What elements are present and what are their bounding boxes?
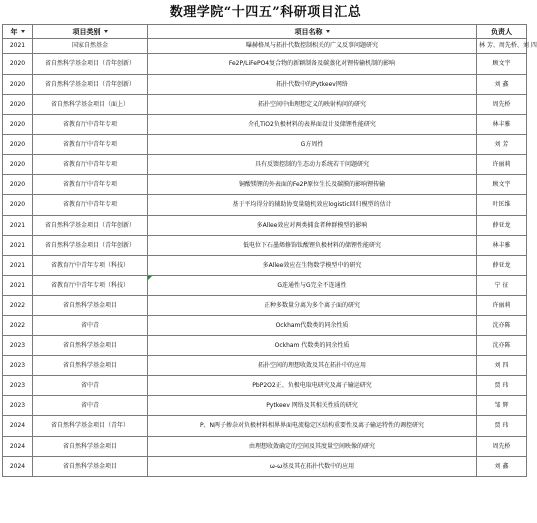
project-name-cell[interactable]: 铜酸镁锂的外表面的Fe2P原位生长及碳膜的影响锂传输 xyxy=(148,175,477,195)
table-row xyxy=(3,336,527,356)
table-row xyxy=(3,457,527,477)
category-cell[interactable]: 省自然科学基金项目（青年创新） xyxy=(33,216,148,236)
leader-cell[interactable]: 薛亚龙 xyxy=(477,216,527,236)
year-cell[interactable]: 2023 xyxy=(3,376,33,396)
category-cell[interactable]: 省自然科学基金项目（青年创新） xyxy=(33,75,148,95)
leader-cell[interactable]: 林丰雅 xyxy=(477,236,527,256)
year-cell[interactable]: 2020 xyxy=(3,155,33,175)
table-row xyxy=(3,54,527,75)
table-row xyxy=(3,396,527,416)
leader-cell[interactable]: 叶匡维 xyxy=(477,195,527,216)
category-cell[interactable]: 省教育厅中青年专项 xyxy=(33,175,148,195)
category-cell[interactable]: 省教育厅中青年专项（科技） xyxy=(33,256,148,276)
project-name-cell[interactable]: 拓扑空间中曲理想定义的映射构问的研究 xyxy=(148,95,477,115)
project-name-cell[interactable]: 低电位下石墨烯修饰钛酸锂负极材料的储锂性能研究 xyxy=(148,236,477,256)
page-title: 数理学院“十四五”科研项目汇总 xyxy=(169,5,362,20)
table-row xyxy=(3,195,527,216)
header-project-name[interactable] xyxy=(148,25,477,39)
year-cell[interactable]: 2024 xyxy=(3,416,33,437)
leader-cell[interactable]: 许丽莉 xyxy=(477,296,527,316)
leader-cell[interactable]: 贾 玮 xyxy=(477,416,527,437)
leader-cell[interactable]: 顾文宇 xyxy=(477,54,527,75)
project-name-cell[interactable]: 多Allee效应对两类捕食者种群模型的影响 xyxy=(148,216,477,236)
leader-cell[interactable]: 邹 辉 xyxy=(477,396,527,416)
year-cell[interactable]: 2021 xyxy=(3,236,33,256)
table-row xyxy=(3,296,527,316)
category-cell[interactable]: 省教育厅中青年专项 xyxy=(33,115,148,135)
header-category-label: 项目类别 xyxy=(72,27,101,36)
table-row xyxy=(3,75,527,95)
project-name-cell[interactable]: 正种多数量分离为多个离子面的研究 xyxy=(148,296,477,316)
category-cell[interactable]: 省教育厅中青年专项 xyxy=(33,155,148,175)
table-row xyxy=(3,437,527,457)
table-row xyxy=(3,216,527,236)
year-cell[interactable]: 2020 xyxy=(3,95,33,115)
project-name-cell[interactable]: Ockham代数类的同余性质 xyxy=(148,316,477,336)
year-cell[interactable]: 2021 xyxy=(3,216,33,236)
year-cell[interactable]: 2022 xyxy=(3,296,33,316)
header-leader[interactable]: 负责人 xyxy=(477,25,527,39)
year-cell[interactable]: 2020 xyxy=(3,175,33,195)
header-row xyxy=(3,25,527,39)
category-cell[interactable]: 省自然科学基金项目 xyxy=(33,356,148,376)
category-cell[interactable]: 省自然科学基金项目 xyxy=(33,437,148,457)
header-year-label: 年 xyxy=(10,27,18,36)
table-row xyxy=(3,416,527,437)
project-name-cell[interactable]: G方周性 xyxy=(148,135,477,155)
table-row xyxy=(3,175,527,195)
project-name-cell[interactable]: G连通性与G完全不连通性 xyxy=(148,276,477,296)
table-row xyxy=(3,95,527,115)
year-cell[interactable]: 2020 xyxy=(3,195,33,216)
leader-cell[interactable]: 周先桥 xyxy=(477,437,527,457)
project-name-cell[interactable]: 基于平均得分的辅助协变量随机效应logistic回归模型的估计 xyxy=(148,195,477,216)
table-row xyxy=(3,115,527,135)
category-cell[interactable]: 省自然科学基金项目（青年创新） xyxy=(33,236,148,256)
table-row xyxy=(3,356,527,376)
table-row xyxy=(3,236,527,256)
project-name-cell[interactable]: 介孔TiO2负极材料的表界面设计及储锂性能研究 xyxy=(148,115,477,135)
year-cell[interactable]: 2023 xyxy=(3,336,33,356)
project-name-cell[interactable]: 由理想收敛确定的空间及其度量空间映像的研究 xyxy=(148,437,477,457)
year-cell[interactable]: 2020 xyxy=(3,135,33,155)
category-cell[interactable]: 省教育厅中青年专项 xyxy=(33,195,148,216)
project-name-cell[interactable]: P、N两子掺杂对负极材料相界界面电流稳定区结构重要性及离子输运特性的调控研究 xyxy=(148,416,477,437)
leader-cell[interactable]: 刘 四 xyxy=(477,356,527,376)
category-cell[interactable]: 省教育厅中青年专项 xyxy=(33,135,148,155)
project-name-cell[interactable]: PbP2O2正、负极电取电研究及离子输运研究 xyxy=(148,376,477,396)
leader-cell[interactable]: 沈亦陈 xyxy=(477,336,527,356)
table-row xyxy=(3,276,527,296)
year-cell[interactable]: 2020 xyxy=(3,75,33,95)
project-name-cell[interactable]: 曝赫格凤与拓扑代数控制相关的广义反事问题研究 xyxy=(148,39,477,54)
leader-cell[interactable]: 沈亦陈 xyxy=(477,316,527,336)
category-cell[interactable]: 省自然科学基金项目（面上） xyxy=(33,95,148,115)
filter-dropdown-icon[interactable] xyxy=(326,30,330,33)
leader-cell[interactable]: 薛亚龙 xyxy=(477,256,527,276)
category-cell[interactable]: 省中青 xyxy=(33,376,148,396)
category-cell[interactable]: 省自然科学基金项目 xyxy=(33,457,148,477)
leader-cell[interactable]: 许丽莉 xyxy=(477,155,527,175)
year-cell[interactable]: 2020 xyxy=(3,54,33,75)
category-cell[interactable]: 省中青 xyxy=(33,316,148,336)
leader-cell[interactable]: 周先桥 xyxy=(477,95,527,115)
year-cell[interactable]: 2020 xyxy=(3,115,33,135)
project-table xyxy=(2,24,537,477)
filter-dropdown-icon[interactable] xyxy=(104,30,108,33)
year-cell[interactable]: 2024 xyxy=(3,437,33,457)
category-cell[interactable]: 省中青 xyxy=(33,396,148,416)
year-cell[interactable]: 2023 xyxy=(3,356,33,376)
project-name-cell[interactable]: Pytkeev 网络及其相关性质的研究 xyxy=(148,396,477,416)
project-name-cell[interactable]: 拓扑空间的理想收敛及其在拓扑中的应用 xyxy=(148,356,477,376)
category-cell[interactable]: 省自然科学基金项目 xyxy=(33,296,148,316)
year-cell[interactable]: 2023 xyxy=(3,396,33,416)
year-cell[interactable]: 2022 xyxy=(3,316,33,336)
leader-cell[interactable]: 林丰雅 xyxy=(477,115,527,135)
project-name-cell[interactable]: Fe2P/LiFePO4复合物的新颖制备及碳蒸化对锂传输机制的影响 xyxy=(148,54,477,75)
comment-indicator-icon xyxy=(148,276,152,280)
year-cell[interactable]: 2024 xyxy=(3,457,33,477)
leader-cell[interactable]: 顾文宇 xyxy=(477,175,527,195)
category-cell[interactable]: 省自然科学基金项目（青年创新） xyxy=(33,54,148,75)
leader-cell[interactable]: 刘 鑫 xyxy=(477,457,527,477)
header-project-name-label: 项目名称 xyxy=(294,27,323,36)
table-row xyxy=(3,316,527,336)
filter-dropdown-icon[interactable] xyxy=(21,30,25,33)
project-name-cell[interactable]: 多Allee效应在生物数学模型中的研究 xyxy=(148,256,477,276)
year-cell[interactable]: 2021 xyxy=(3,256,33,276)
leader-cell[interactable]: 林 芳、周先桥、刘 四 xyxy=(477,39,527,54)
year-cell[interactable]: 2021 xyxy=(3,39,33,54)
leader-cell[interactable]: 刘 鑫 xyxy=(477,75,527,95)
project-name-cell[interactable]: Ockham 代数类的同余性质 xyxy=(148,336,477,356)
project-name-cell[interactable]: 具有反馈控制的生态动力系统若干问题研究 xyxy=(148,155,477,175)
table-row xyxy=(3,376,527,396)
category-cell[interactable]: 省自然科学基金项目 xyxy=(33,336,148,356)
category-cell[interactable]: 国家自然基金 xyxy=(33,39,148,54)
header-category[interactable] xyxy=(33,25,148,39)
leader-cell[interactable]: 贾 玮 xyxy=(477,376,527,396)
year-cell[interactable]: 2021 xyxy=(3,276,33,296)
category-cell[interactable]: 省自然科学基金项目（青年） xyxy=(33,416,148,437)
table-row xyxy=(3,39,527,54)
leader-cell[interactable]: 刘 芳 xyxy=(477,135,527,155)
project-name-cell[interactable]: ω-ω基及其在拓扑代数中的应用 xyxy=(148,457,477,477)
leader-cell[interactable]: 宁 征 xyxy=(477,276,527,296)
category-cell[interactable]: 省教育厅中青年专项（科技） xyxy=(33,276,148,296)
project-name-cell[interactable]: 拓扑代数中的Pytkeev网络 xyxy=(148,75,477,95)
header-year[interactable] xyxy=(3,25,33,39)
table-row xyxy=(3,256,527,276)
table-row xyxy=(3,135,527,155)
table-row xyxy=(3,155,527,175)
